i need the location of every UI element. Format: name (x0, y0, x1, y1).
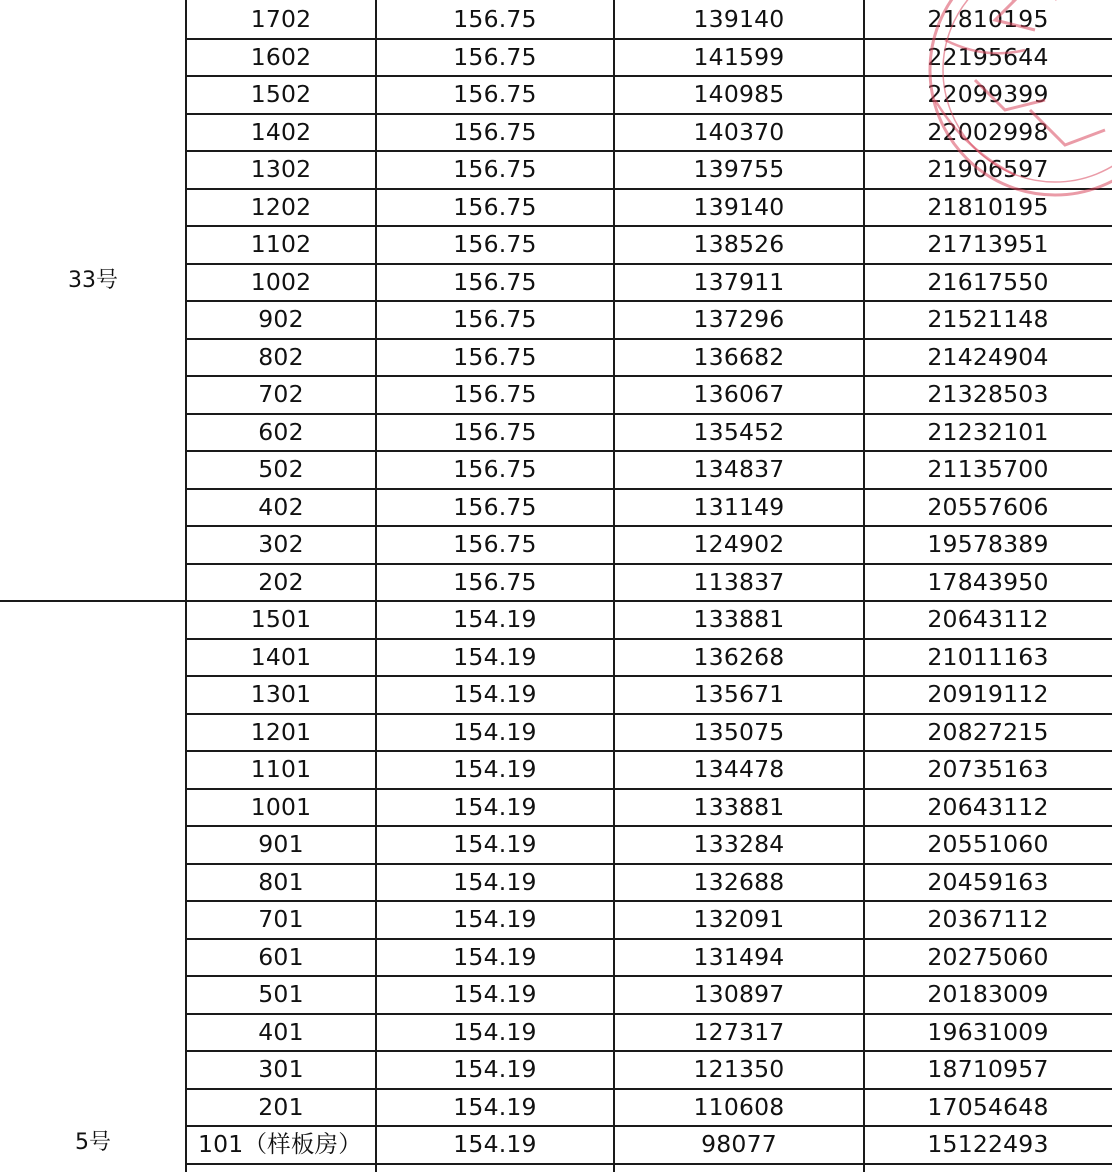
unit-number-cell: 301 (258, 1055, 304, 1083)
total-price-cell: 20367112 (927, 905, 1049, 933)
total-price-cell: 22099399 (927, 80, 1049, 108)
table-row (186, 225, 1112, 263)
unit-number-cell: 1501 (250, 605, 312, 633)
unit-price-cell: 124902 (693, 530, 785, 558)
unit-price-cell: 137296 (693, 305, 785, 333)
total-price-cell: 22195644 (927, 42, 1049, 71)
area-cell: 156.75 (453, 492, 537, 521)
area-cell: 154.19 (453, 830, 537, 858)
unit-price-cell: 133881 (693, 792, 785, 821)
unit-price-cell: 139755 (693, 155, 785, 183)
table-row (186, 263, 1112, 301)
table-row (186, 375, 1112, 413)
unit-number-cell: 1101 (250, 755, 312, 783)
table-row (186, 638, 1112, 676)
total-price-cell: 21135700 (927, 455, 1049, 483)
building-label-5: 5号 (75, 1130, 111, 1155)
unit-number-cell: 1402 (250, 117, 312, 146)
table-row (186, 600, 1112, 638)
area-cell: 154.19 (453, 1130, 537, 1158)
unit-price-cell: 135075 (693, 717, 785, 746)
table-row (186, 150, 1112, 188)
unit-price-cell: 140370 (693, 117, 785, 146)
table-row (186, 450, 1112, 488)
table-row (186, 975, 1112, 1013)
unit-price-cell: 135452 (693, 417, 785, 446)
total-price-cell: 15122493 (927, 1130, 1049, 1158)
table-row (186, 488, 1112, 526)
unit-number-cell: 901 (258, 830, 304, 858)
unit-price-cell: 137911 (693, 267, 785, 296)
area-cell: 154.19 (453, 867, 537, 896)
total-price-cell: 20643112 (927, 605, 1049, 633)
area-cell: 156.75 (453, 117, 537, 146)
total-price-cell: 20919112 (927, 680, 1049, 708)
row-divider (186, 1163, 1112, 1165)
unit-number-cell: 1502 (250, 80, 312, 108)
unit-number-cell: 902 (258, 305, 304, 333)
area-cell: 154.19 (453, 905, 537, 933)
table-row (186, 38, 1112, 76)
table-row (186, 825, 1112, 863)
unit-number-cell: 201 (258, 1092, 304, 1121)
unit-number-cell: 401 (258, 1017, 304, 1046)
area-cell: 154.19 (453, 642, 537, 671)
unit-number-cell: 302 (258, 530, 304, 558)
total-price-cell: 20643112 (927, 792, 1049, 821)
unit-price-cell: 139140 (693, 5, 785, 33)
area-cell: 154.19 (453, 605, 537, 633)
table-row (186, 300, 1112, 338)
building-label-33: 33号 (68, 268, 118, 293)
unit-number-cell: 1202 (250, 192, 312, 221)
area-cell: 156.75 (453, 267, 537, 296)
unit-number-cell: 502 (258, 455, 304, 483)
table-row (186, 413, 1112, 451)
total-price-cell: 17054648 (927, 1092, 1049, 1121)
area-cell: 156.75 (453, 230, 537, 258)
total-price-cell: 20557606 (927, 492, 1049, 521)
unit-number-cell: 101（样板房） (198, 1130, 362, 1158)
area-cell: 156.75 (453, 342, 537, 371)
unit-price-cell: 130897 (693, 980, 785, 1008)
total-price-cell: 21713951 (927, 230, 1049, 258)
area-cell: 156.75 (453, 80, 537, 108)
unit-number-cell: 1301 (250, 680, 312, 708)
unit-price-cell: 98077 (701, 1130, 777, 1158)
unit-price-cell: 139140 (693, 192, 785, 221)
total-price-cell: 21011163 (927, 642, 1049, 671)
area-cell: 156.75 (453, 567, 537, 596)
area-cell: 154.19 (453, 1017, 537, 1046)
unit-number-cell: 701 (258, 905, 304, 933)
unit-price-cell: 135671 (693, 680, 785, 708)
area-cell: 154.19 (453, 792, 537, 821)
total-price-cell: 20735163 (927, 755, 1049, 783)
total-price-cell: 21810195 (927, 192, 1049, 221)
unit-number-cell: 1201 (250, 717, 312, 746)
table-row (186, 713, 1112, 751)
unit-number-cell: 1602 (250, 42, 312, 71)
table-row (186, 1050, 1112, 1088)
unit-number-cell: 1002 (250, 267, 312, 296)
total-price-cell: 19631009 (927, 1017, 1049, 1046)
unit-price-cell: 136682 (693, 342, 785, 371)
table-row (186, 563, 1112, 601)
unit-price-cell: 136067 (693, 380, 785, 408)
table-row (186, 338, 1112, 376)
area-cell: 156.75 (453, 417, 537, 446)
area-cell: 156.75 (453, 155, 537, 183)
total-price-cell: 20183009 (927, 980, 1049, 1008)
unit-number-cell: 1702 (250, 5, 312, 33)
unit-number-cell: 1302 (250, 155, 312, 183)
unit-number-cell: 202 (258, 567, 304, 596)
unit-price-cell: 121350 (693, 1055, 785, 1083)
table-row (186, 675, 1112, 713)
total-price-cell: 21424904 (927, 342, 1049, 371)
unit-number-cell: 802 (258, 342, 304, 371)
area-cell: 154.19 (453, 1092, 537, 1121)
unit-number-cell: 1102 (250, 230, 312, 258)
unit-number-cell: 1001 (250, 792, 312, 821)
table-row (186, 750, 1112, 788)
unit-number-cell: 702 (258, 380, 304, 408)
table-row (186, 1088, 1112, 1126)
unit-price-cell: 136268 (693, 642, 785, 671)
unit-price-cell: 133881 (693, 605, 785, 633)
total-price-cell: 21232101 (927, 417, 1049, 446)
unit-price-cell: 127317 (693, 1017, 785, 1046)
table-row (186, 0, 1112, 38)
unit-price-cell: 134837 (693, 455, 785, 483)
table-row (186, 113, 1112, 151)
unit-price-cell: 132091 (693, 905, 785, 933)
total-price-cell: 21810195 (927, 5, 1049, 33)
unit-number-cell: 602 (258, 417, 304, 446)
total-price-cell: 20459163 (927, 867, 1049, 896)
area-cell: 156.75 (453, 5, 537, 33)
table-row (186, 1125, 1112, 1163)
area-cell: 154.19 (453, 942, 537, 971)
table-row (186, 788, 1112, 826)
area-cell: 156.75 (453, 530, 537, 558)
unit-price-cell: 132688 (693, 867, 785, 896)
unit-price-cell: 110608 (693, 1092, 785, 1121)
area-cell: 156.75 (453, 192, 537, 221)
unit-price-cell: 138526 (693, 230, 785, 258)
building-group-divider (0, 600, 186, 602)
table-row (186, 938, 1112, 976)
area-cell: 156.75 (453, 455, 537, 483)
total-price-cell: 20827215 (927, 717, 1049, 746)
area-cell: 154.19 (453, 1055, 537, 1083)
total-price-cell: 21521148 (927, 305, 1049, 333)
area-cell: 154.19 (453, 755, 537, 783)
total-price-cell: 20551060 (927, 830, 1049, 858)
total-price-cell: 21906597 (927, 155, 1049, 183)
unit-price-cell: 113837 (693, 567, 785, 596)
unit-price-cell: 131494 (693, 942, 785, 971)
total-price-cell: 20275060 (927, 942, 1049, 971)
table-row (186, 900, 1112, 938)
unit-price-cell: 140985 (693, 80, 785, 108)
unit-number-cell: 801 (258, 867, 304, 896)
total-price-cell: 19578389 (927, 530, 1049, 558)
total-price-cell: 22002998 (927, 117, 1049, 146)
table-row (186, 525, 1112, 563)
total-price-cell: 21328503 (927, 380, 1049, 408)
area-cell: 156.75 (453, 380, 537, 408)
area-cell: 154.19 (453, 980, 537, 1008)
area-cell: 156.75 (453, 305, 537, 333)
unit-price-cell: 133284 (693, 830, 785, 858)
unit-number-cell: 1401 (250, 642, 312, 671)
unit-number-cell: 402 (258, 492, 304, 521)
unit-price-cell: 134478 (693, 755, 785, 783)
unit-price-cell: 131149 (693, 492, 785, 521)
area-cell: 154.19 (453, 717, 537, 746)
area-cell: 156.75 (453, 42, 537, 71)
table-row (186, 75, 1112, 113)
unit-number-cell: 601 (258, 942, 304, 971)
table-row (186, 188, 1112, 226)
unit-number-cell: 501 (258, 980, 304, 1008)
table-row (186, 1013, 1112, 1051)
unit-price-cell: 141599 (693, 42, 785, 71)
area-cell: 154.19 (453, 680, 537, 708)
table-row (186, 863, 1112, 901)
total-price-cell: 18710957 (927, 1055, 1049, 1083)
total-price-cell: 21617550 (927, 267, 1049, 296)
total-price-cell: 17843950 (927, 567, 1049, 596)
